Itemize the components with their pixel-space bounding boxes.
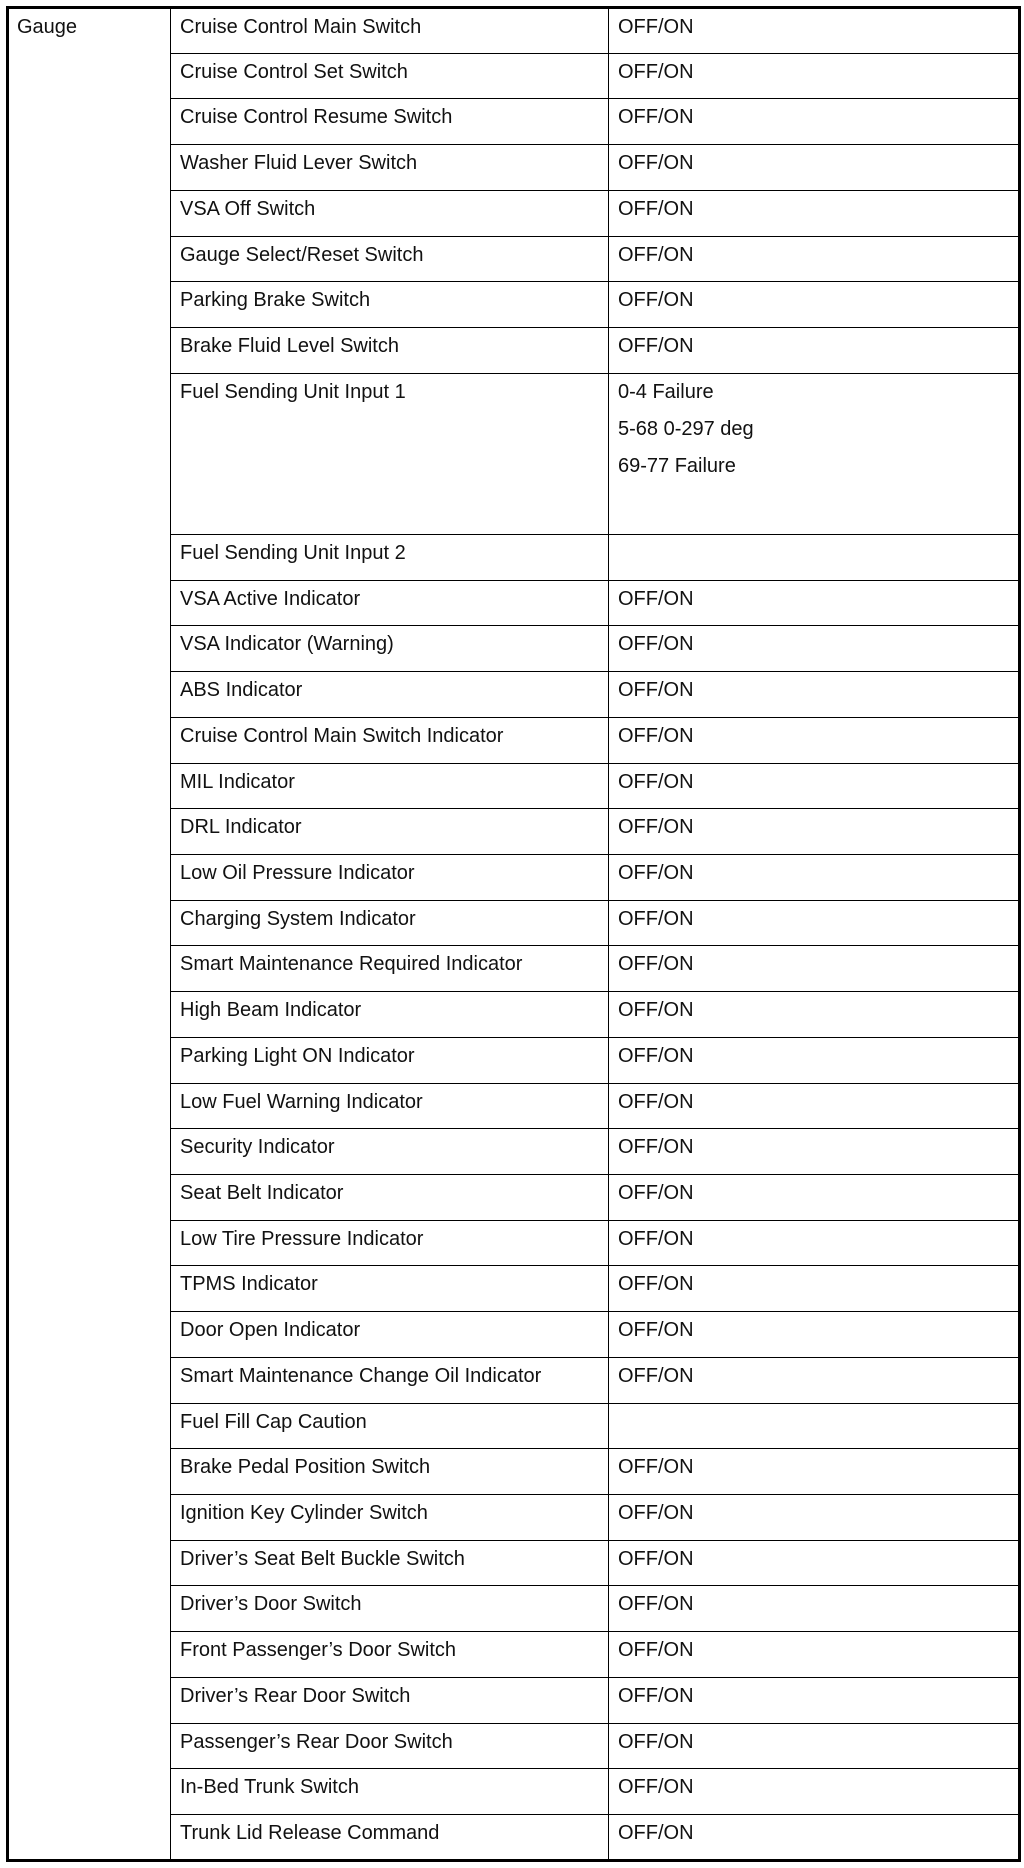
- signal-name-cell: Cruise Control Main Switch Indicator: [171, 717, 609, 763]
- signal-value-cell: OFF/ON: [609, 946, 1020, 992]
- signal-name-cell: Driver’s Door Switch: [171, 1586, 609, 1632]
- signal-value-cell: OFF/ON: [609, 1586, 1020, 1632]
- signal-name-cell: Passenger’s Rear Door Switch: [171, 1723, 609, 1769]
- signal-name-cell: Cruise Control Set Switch: [171, 53, 609, 99]
- signal-name-cell: In-Bed Trunk Switch: [171, 1769, 609, 1815]
- signal-name-cell: Smart Maintenance Required Indicator: [171, 946, 609, 992]
- signal-name-cell: Gauge Select/Reset Switch: [171, 236, 609, 282]
- signal-name-cell: VSA Off Switch: [171, 190, 609, 236]
- signal-name-cell: Cruise Control Resume Switch: [171, 99, 609, 145]
- table-body: [8, 8, 1020, 1861]
- value-line: 69-77 Failure: [618, 454, 736, 477]
- signal-name-cell: Smart Maintenance Change Oil Indicator: [171, 1357, 609, 1403]
- signal-value-cell: OFF/ON: [609, 1449, 1020, 1495]
- signal-value-cell: OFF/ON: [609, 236, 1020, 282]
- signal-value-cell: OFF/ON: [609, 1677, 1020, 1723]
- signal-value-cell: OFF/ON: [609, 1083, 1020, 1129]
- signal-value-cell: OFF/ON: [609, 854, 1020, 900]
- signal-value-cell: OFF/ON: [609, 626, 1020, 672]
- signal-name-cell: Low Oil Pressure Indicator: [171, 854, 609, 900]
- signal-value-cell: OFF/ON: [609, 1037, 1020, 1083]
- signal-name-cell: Trunk Lid Release Command: [171, 1815, 609, 1861]
- signal-name-cell: Charging System Indicator: [171, 900, 609, 946]
- signal-name-cell: Front Passenger’s Door Switch: [171, 1632, 609, 1678]
- signal-value-cell: OFF/ON: [609, 1540, 1020, 1586]
- signal-value-cell: OFF/ON: [609, 53, 1020, 99]
- signal-value-cell: OFF/ON: [609, 763, 1020, 809]
- signal-value-cell: OFF/ON: [609, 1357, 1020, 1403]
- signal-value-cell: OFF/ON: [609, 8, 1020, 54]
- signal-value-cell: OFF/ON: [609, 1632, 1020, 1678]
- signal-name-cell: Door Open Indicator: [171, 1312, 609, 1358]
- signal-name-cell: Low Fuel Warning Indicator: [171, 1083, 609, 1129]
- signal-name-cell: TPMS Indicator: [171, 1266, 609, 1312]
- signal-name-cell: VSA Indicator (Warning): [171, 626, 609, 672]
- signal-name-cell: Brake Fluid Level Switch: [171, 328, 609, 374]
- signal-value-cell: OFF/ON: [609, 1769, 1020, 1815]
- signal-name-cell: Security Indicator: [171, 1129, 609, 1175]
- signal-name-cell: Fuel Fill Cap Caution: [171, 1403, 609, 1449]
- signal-value-cell: OFF/ON: [609, 809, 1020, 855]
- signal-name-cell: Ignition Key Cylinder Switch: [171, 1495, 609, 1541]
- gauge-data-table: [6, 6, 1021, 1862]
- signal-name-cell: MIL Indicator: [171, 763, 609, 809]
- signal-name-cell: Parking Brake Switch: [171, 282, 609, 328]
- signal-name-cell: Brake Pedal Position Switch: [171, 1449, 609, 1495]
- signal-value-cell: OFF/ON: [609, 1815, 1020, 1861]
- value-line: 5-68 0-297 deg: [618, 417, 754, 440]
- signal-value-cell: OFF/ON: [609, 672, 1020, 718]
- signal-value-cell: OFF/ON: [609, 328, 1020, 374]
- signal-value-cell: [609, 534, 1020, 580]
- signal-name-cell: DRL Indicator: [171, 809, 609, 855]
- signal-value-cell: OFF/ON: [609, 900, 1020, 946]
- signal-value-cell: OFF/ON: [609, 1312, 1020, 1358]
- signal-name-cell: Low Tire Pressure Indicator: [171, 1220, 609, 1266]
- signal-value-cell: OFF/ON: [609, 145, 1020, 191]
- signal-value-cell: OFF/ON: [609, 1220, 1020, 1266]
- signal-name-cell: High Beam Indicator: [171, 992, 609, 1038]
- signal-name-cell: Seat Belt Indicator: [171, 1174, 609, 1220]
- table-row: [8, 8, 1020, 54]
- signal-name-cell: Cruise Control Main Switch: [171, 8, 609, 54]
- signal-name-cell: Driver’s Rear Door Switch: [171, 1677, 609, 1723]
- category-cell: Gauge: [8, 8, 171, 1861]
- signal-name-cell: Driver’s Seat Belt Buckle Switch: [171, 1540, 609, 1586]
- signal-name-cell: Parking Light ON Indicator: [171, 1037, 609, 1083]
- signal-name-cell: ABS Indicator: [171, 672, 609, 718]
- signal-name-cell: Fuel Sending Unit Input 2: [171, 534, 609, 580]
- signal-value-cell: OFF/ON: [609, 580, 1020, 626]
- signal-value-cell: OFF/ON: [609, 282, 1020, 328]
- signal-value-cell: OFF/ON: [609, 992, 1020, 1038]
- signal-value-cell: [609, 373, 1020, 534]
- signal-value-cell: OFF/ON: [609, 1129, 1020, 1175]
- signal-value-cell: OFF/ON: [609, 1723, 1020, 1769]
- signal-name-cell: Fuel Sending Unit Input 1: [171, 373, 609, 534]
- signal-name-cell: VSA Active Indicator: [171, 580, 609, 626]
- signal-value-cell: OFF/ON: [609, 1495, 1020, 1541]
- signal-value-cell: OFF/ON: [609, 1266, 1020, 1312]
- signal-value-cell: OFF/ON: [609, 99, 1020, 145]
- signal-value-cell: [609, 1403, 1020, 1449]
- signal-value-cell: OFF/ON: [609, 190, 1020, 236]
- signal-value-cell: OFF/ON: [609, 1174, 1020, 1220]
- value-line: 0-4 Failure: [618, 380, 714, 403]
- signal-name-cell: Washer Fluid Lever Switch: [171, 145, 609, 191]
- signal-value-cell: OFF/ON: [609, 717, 1020, 763]
